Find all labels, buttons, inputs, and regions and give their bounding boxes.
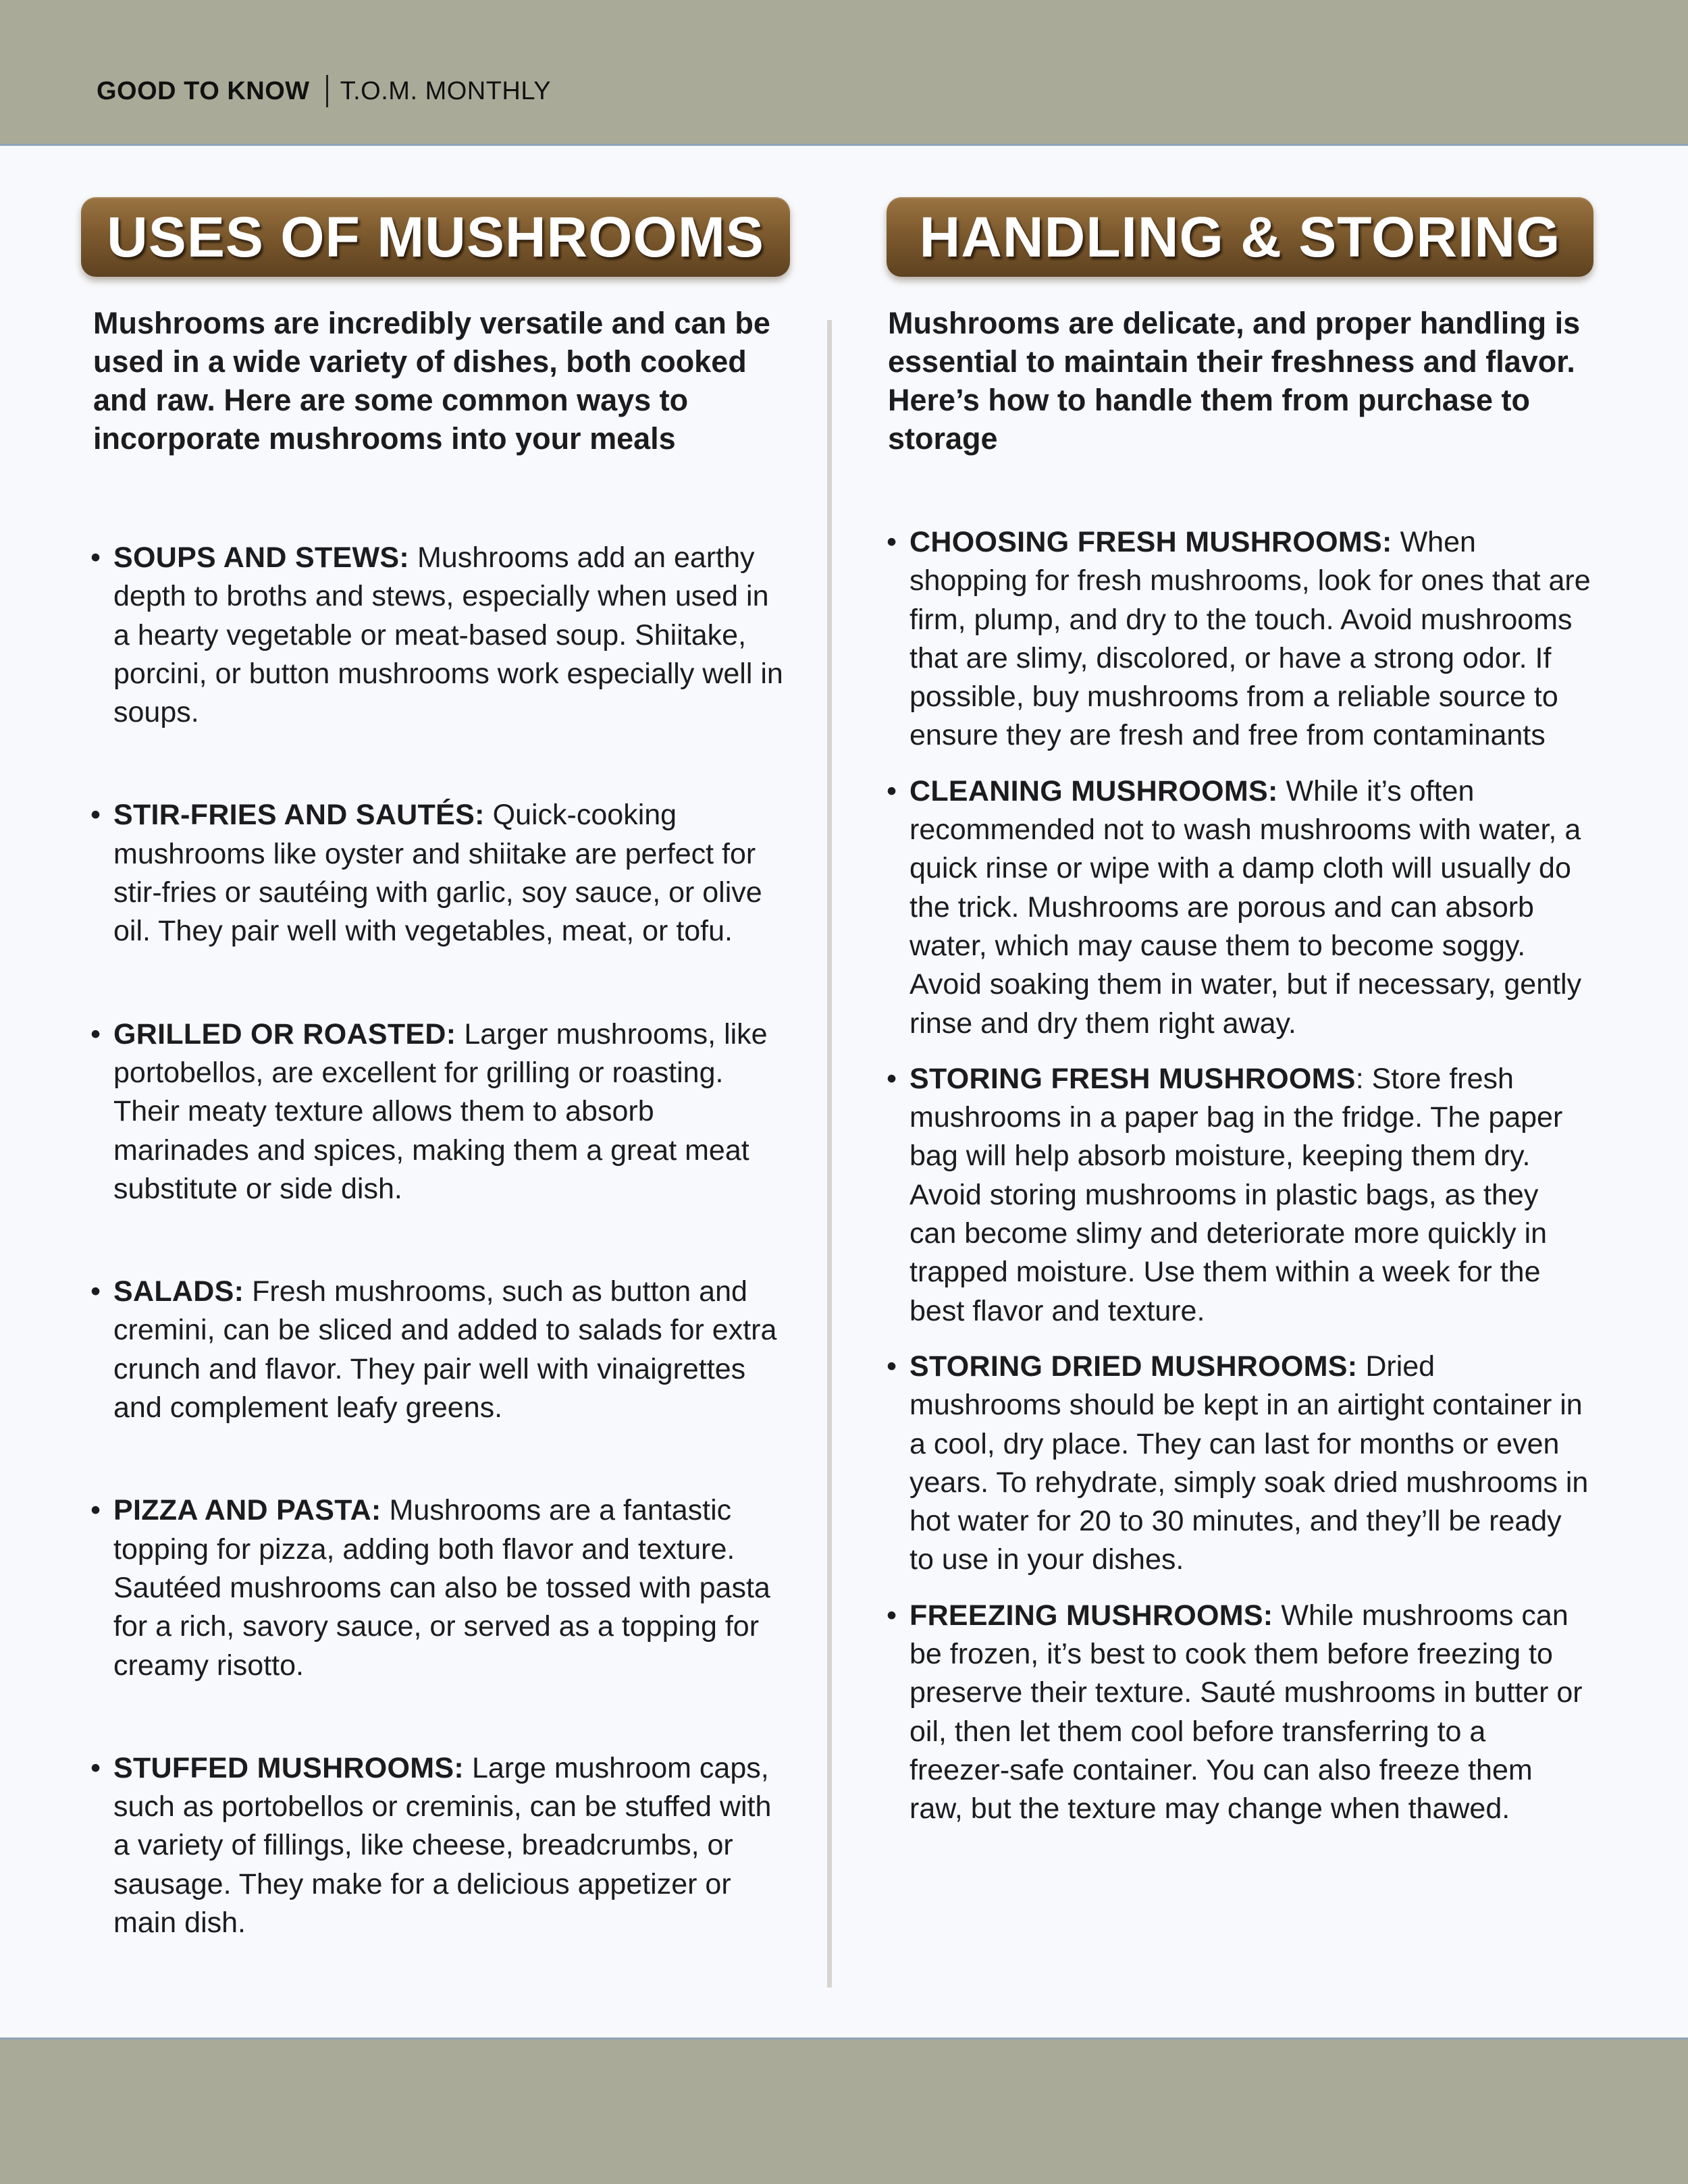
item-lead: SOUPS AND STEWS: <box>113 541 410 574</box>
item-text: While mushrooms can be frozen, it’s best to cook them before freezing to preserve their texture. Sauté mushrooms in butter or oil, then let them cool before transferring to a freezer-safe container. You can also freeze them raw, but the texture may change when thawed. <box>909 1599 1583 1826</box>
handling-list <box>877 523 1593 1829</box>
item-text: Larger mushrooms, like portobellos, are excellent for grilling or roasting. Their meaty texture allows them to absorb marinades and spices, making them a great meat substitute or side dish. <box>113 1017 768 1205</box>
item-lead: CHOOSING FRESH MUSHROOMS: <box>909 526 1392 558</box>
bullet-dot: • <box>90 1494 101 1527</box>
handling-title: HANDLING & STORING <box>887 197 1593 277</box>
bullet-dot: • <box>887 774 897 807</box>
bullet-dot: • <box>90 1275 101 1308</box>
list-item <box>81 796 789 951</box>
item-text: Dried mushrooms should be kept in an airtight container in a cool, dry place. They can last for months or even years. To rehydrate, simply soak dried mushrooms in hot water for 20 to 30 minutes, and they’ll be ready to use in your dishes. <box>909 1350 1589 1576</box>
column-divider <box>827 320 832 1988</box>
item-lead: CLEANING MUSHROOMS: <box>909 774 1278 807</box>
uses-column <box>81 197 790 2006</box>
item-lead: STIR-FRIES AND SAUTÉS: <box>113 799 485 832</box>
bullet-dot: • <box>887 1599 897 1632</box>
item-text: When shopping for fresh mushrooms, look for ones that are firm, plump, and dry to the touch. Avoid mushrooms that are slimy, discolored, or have a strong odor. If possible, buy mushrooms from a reliable source to ensure they are fresh and free from contaminants <box>909 526 1591 752</box>
handling-column <box>887 197 1593 1846</box>
item-text: Quick-cooking mushrooms like oyster and shiitake are perfect for stir-fries or sautéing with garlic, soy sauce, or olive oil. They pair well with vegetables, meat, or tofu. <box>113 799 762 948</box>
list-item <box>877 1060 1591 1331</box>
bullet-dot: • <box>90 799 101 832</box>
item-lead: SALADS: <box>113 1275 244 1308</box>
uses-list <box>81 539 790 1942</box>
bullet-dot: • <box>90 1751 101 1784</box>
section-kicker: GOOD TO KNOW <box>97 76 310 105</box>
list-item <box>81 1015 789 1208</box>
bottom-footer-band <box>0 2037 1688 2184</box>
item-text: Mushrooms are a fantastic topping for pizza, adding both flavor and texture. Sautéed mushrooms can also be tossed with pasta for a rich, savory sauce, or served as a topping for creamy risotto. <box>113 1494 770 1682</box>
item-lead: FREEZING MUSHROOMS: <box>909 1599 1273 1632</box>
list-item <box>81 1273 789 1427</box>
handling-intro: Mushrooms are delicate, and proper handling is essential to maintain their freshness and flavor. Here’s how to handle them from purchase to storage <box>888 306 1581 456</box>
item-text: Fresh mushrooms, such as button and cremini, can be sliced and added to salads for extra crunch and flavor. They pair well with vinaigrettes and complement leafy greens. <box>113 1275 777 1424</box>
header-divider <box>326 75 328 107</box>
item-lead: GRILLED OR ROASTED: <box>113 1017 456 1050</box>
running-header <box>97 74 551 108</box>
item-text: Large mushroom caps, such as portobellos or creminis, can be stuffed with a variety of fillings, like cheese, breadcrumbs, or sausage. They make for a delicious appetizer or main dish. <box>113 1751 772 1940</box>
top-header-band <box>0 0 1688 146</box>
item-text: : Store fresh mushrooms in a paper bag in the fridge. The paper bag will help absorb moisture, keeping them dry. Avoid storing mushrooms in plastic bags, as they can become slimy and deteriorate more quickly in trapped moisture. Use them within a week for the best flavor and texture. <box>909 1062 1563 1327</box>
item-lead: STORING DRIED MUSHROOMS: <box>909 1350 1358 1383</box>
uses-title: USES OF MUSHROOMS <box>81 197 790 277</box>
bullet-dot: • <box>887 1062 897 1095</box>
bullet-dot: • <box>887 1350 897 1383</box>
list-item <box>877 523 1591 755</box>
list-item <box>81 1749 789 1942</box>
uses-intro: Mushrooms are incredibly versatile and can be used in a wide variety of dishes, both cooked and raw. Here are some common ways to incorporate mushrooms into your meals <box>93 306 770 456</box>
list-item <box>877 1348 1591 1580</box>
item-lead: STORING FRESH MUSHROOMS <box>909 1062 1356 1095</box>
bullet-dot: • <box>90 541 101 574</box>
magazine-name: T.O.M. MONTHLY <box>340 76 552 105</box>
item-lead: PIZZA AND PASTA: <box>113 1494 381 1527</box>
list-item <box>877 1597 1591 1829</box>
item-text: While it’s often recommended not to wash mushrooms with water, a quick rinse or wipe with a damp cloth will usually do the trick. Mushrooms are porous and can absorb water, which may cause them to become soggy. Avoid soaking them in water, but if necessary, gently rinse and dry them right away. <box>909 774 1582 1040</box>
item-lead: STUFFED MUSHROOMS: <box>113 1751 464 1784</box>
list-item <box>81 1491 789 1684</box>
bullet-dot: • <box>90 1017 101 1050</box>
bullet-dot: • <box>887 526 897 558</box>
list-item <box>81 539 789 732</box>
list-item <box>877 772 1591 1043</box>
item-text: Mushrooms add an earthy depth to broths and stews, especially when used in a hearty vegetable or meat-based soup. Shiitake, porcini, or button mushrooms work especially well in soups. <box>113 541 783 729</box>
